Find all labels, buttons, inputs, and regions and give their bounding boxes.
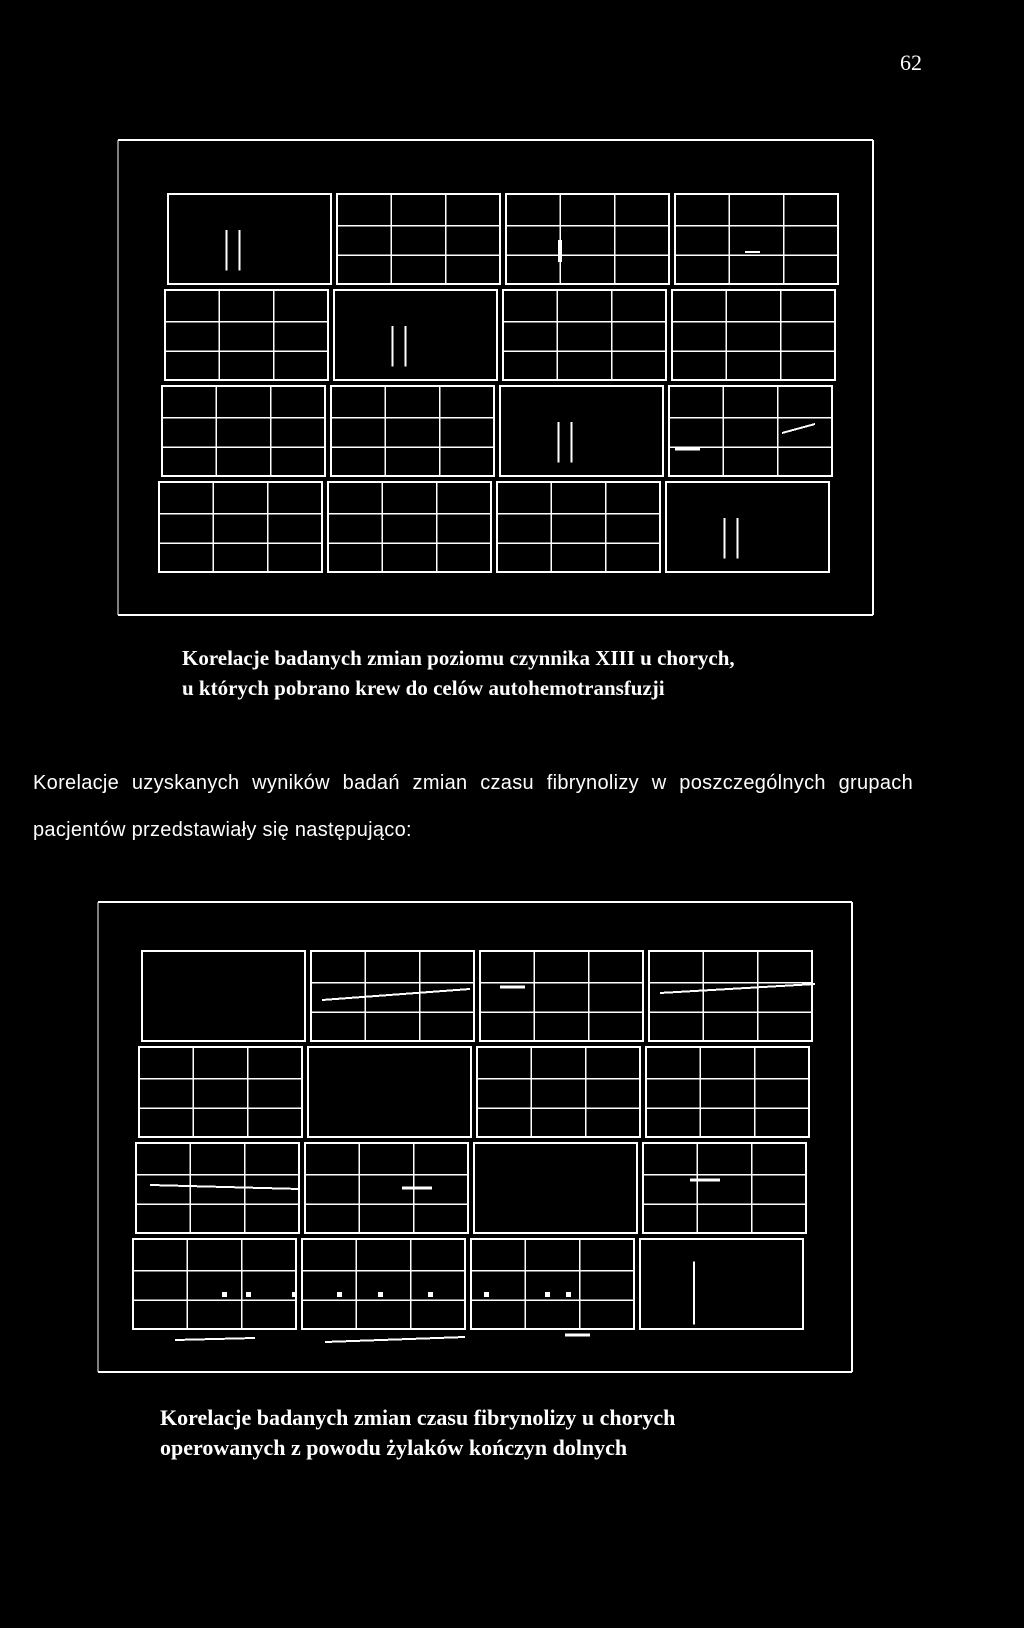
panel-r2-c3 (643, 1143, 806, 1233)
data-point (378, 1292, 383, 1297)
data-mark (660, 984, 815, 993)
panel-r3-c0 (159, 482, 322, 572)
panel-r2-c0 (162, 386, 325, 476)
figure-2-caption-line-1: Korelacje badanych zmian czasu fibrynolizy u chorych (160, 1405, 676, 1430)
data-point (246, 1292, 251, 1297)
panel-r3-c0 (133, 1239, 296, 1329)
panel-r1-c2 (503, 290, 666, 380)
panel-r0-c3 (649, 951, 812, 1041)
panel-r1-c0 (165, 290, 328, 380)
data-mark (322, 989, 470, 1000)
panel-r1-c1 (308, 1047, 471, 1137)
figure-1-caption-line-1: Korelacje badanych zmian poziomu czynnika XIII u chorych, (182, 646, 735, 670)
data-point (222, 1292, 227, 1297)
figure-2-caption (160, 1403, 675, 1463)
figure-1-caption-line-2: u których pobrano krew do celów autohemotransfuzji (182, 676, 665, 700)
panel-r3-c3 (666, 482, 829, 572)
panel-r0-c2 (506, 194, 669, 284)
panel-r3-c3 (640, 1239, 803, 1329)
panel-r0-c0 (168, 194, 331, 284)
panel-r3-c1 (328, 482, 491, 572)
data-mark (175, 1338, 255, 1340)
panel-r2-c1 (331, 386, 494, 476)
figure-1-caption (182, 643, 735, 703)
panel-r0-c1 (337, 194, 500, 284)
figure-2-caption-line-2: operowanych z powodu żylaków kończyn dolnych (160, 1435, 628, 1460)
panel-r2-c2 (474, 1143, 637, 1233)
panel-r1-c2 (477, 1047, 640, 1137)
page-number: 62 (900, 50, 922, 75)
panel-r3-c2 (471, 1239, 634, 1329)
panel-r2-c2 (500, 386, 663, 476)
data-point (292, 1292, 297, 1297)
panel-r1-c3 (646, 1047, 809, 1137)
scatterplot-matrix-fibrinolysis (0, 880, 1024, 1380)
data-point (428, 1292, 433, 1297)
panel-r0-c1 (311, 951, 474, 1041)
panel-r2-c3 (669, 386, 832, 476)
data-point (484, 1292, 489, 1297)
data-point (337, 1292, 342, 1297)
data-point (566, 1292, 571, 1297)
data-point (545, 1292, 550, 1297)
scatterplot-matrix-factor-xiii (0, 0, 1024, 640)
panel-r2-c1 (305, 1143, 468, 1233)
panel-r0-c0 (142, 951, 305, 1041)
panel-r1-c1 (334, 290, 497, 380)
panel-r1-c3 (672, 290, 835, 380)
panel-r3-c2 (497, 482, 660, 572)
panel-r0-c3 (675, 194, 838, 284)
data-mark (782, 424, 815, 433)
panel-r3-c1 (302, 1239, 465, 1329)
data-mark (150, 1185, 300, 1189)
panel-r0-c2 (480, 951, 643, 1041)
data-mark (325, 1337, 465, 1342)
panel-r1-c0 (139, 1047, 302, 1137)
body-paragraph: Korelacje uzyskanych wyników badań zmian czasu fibrynolizy w poszczególnych grupach pacjentów przedstawiały się następująco: (33, 772, 913, 841)
